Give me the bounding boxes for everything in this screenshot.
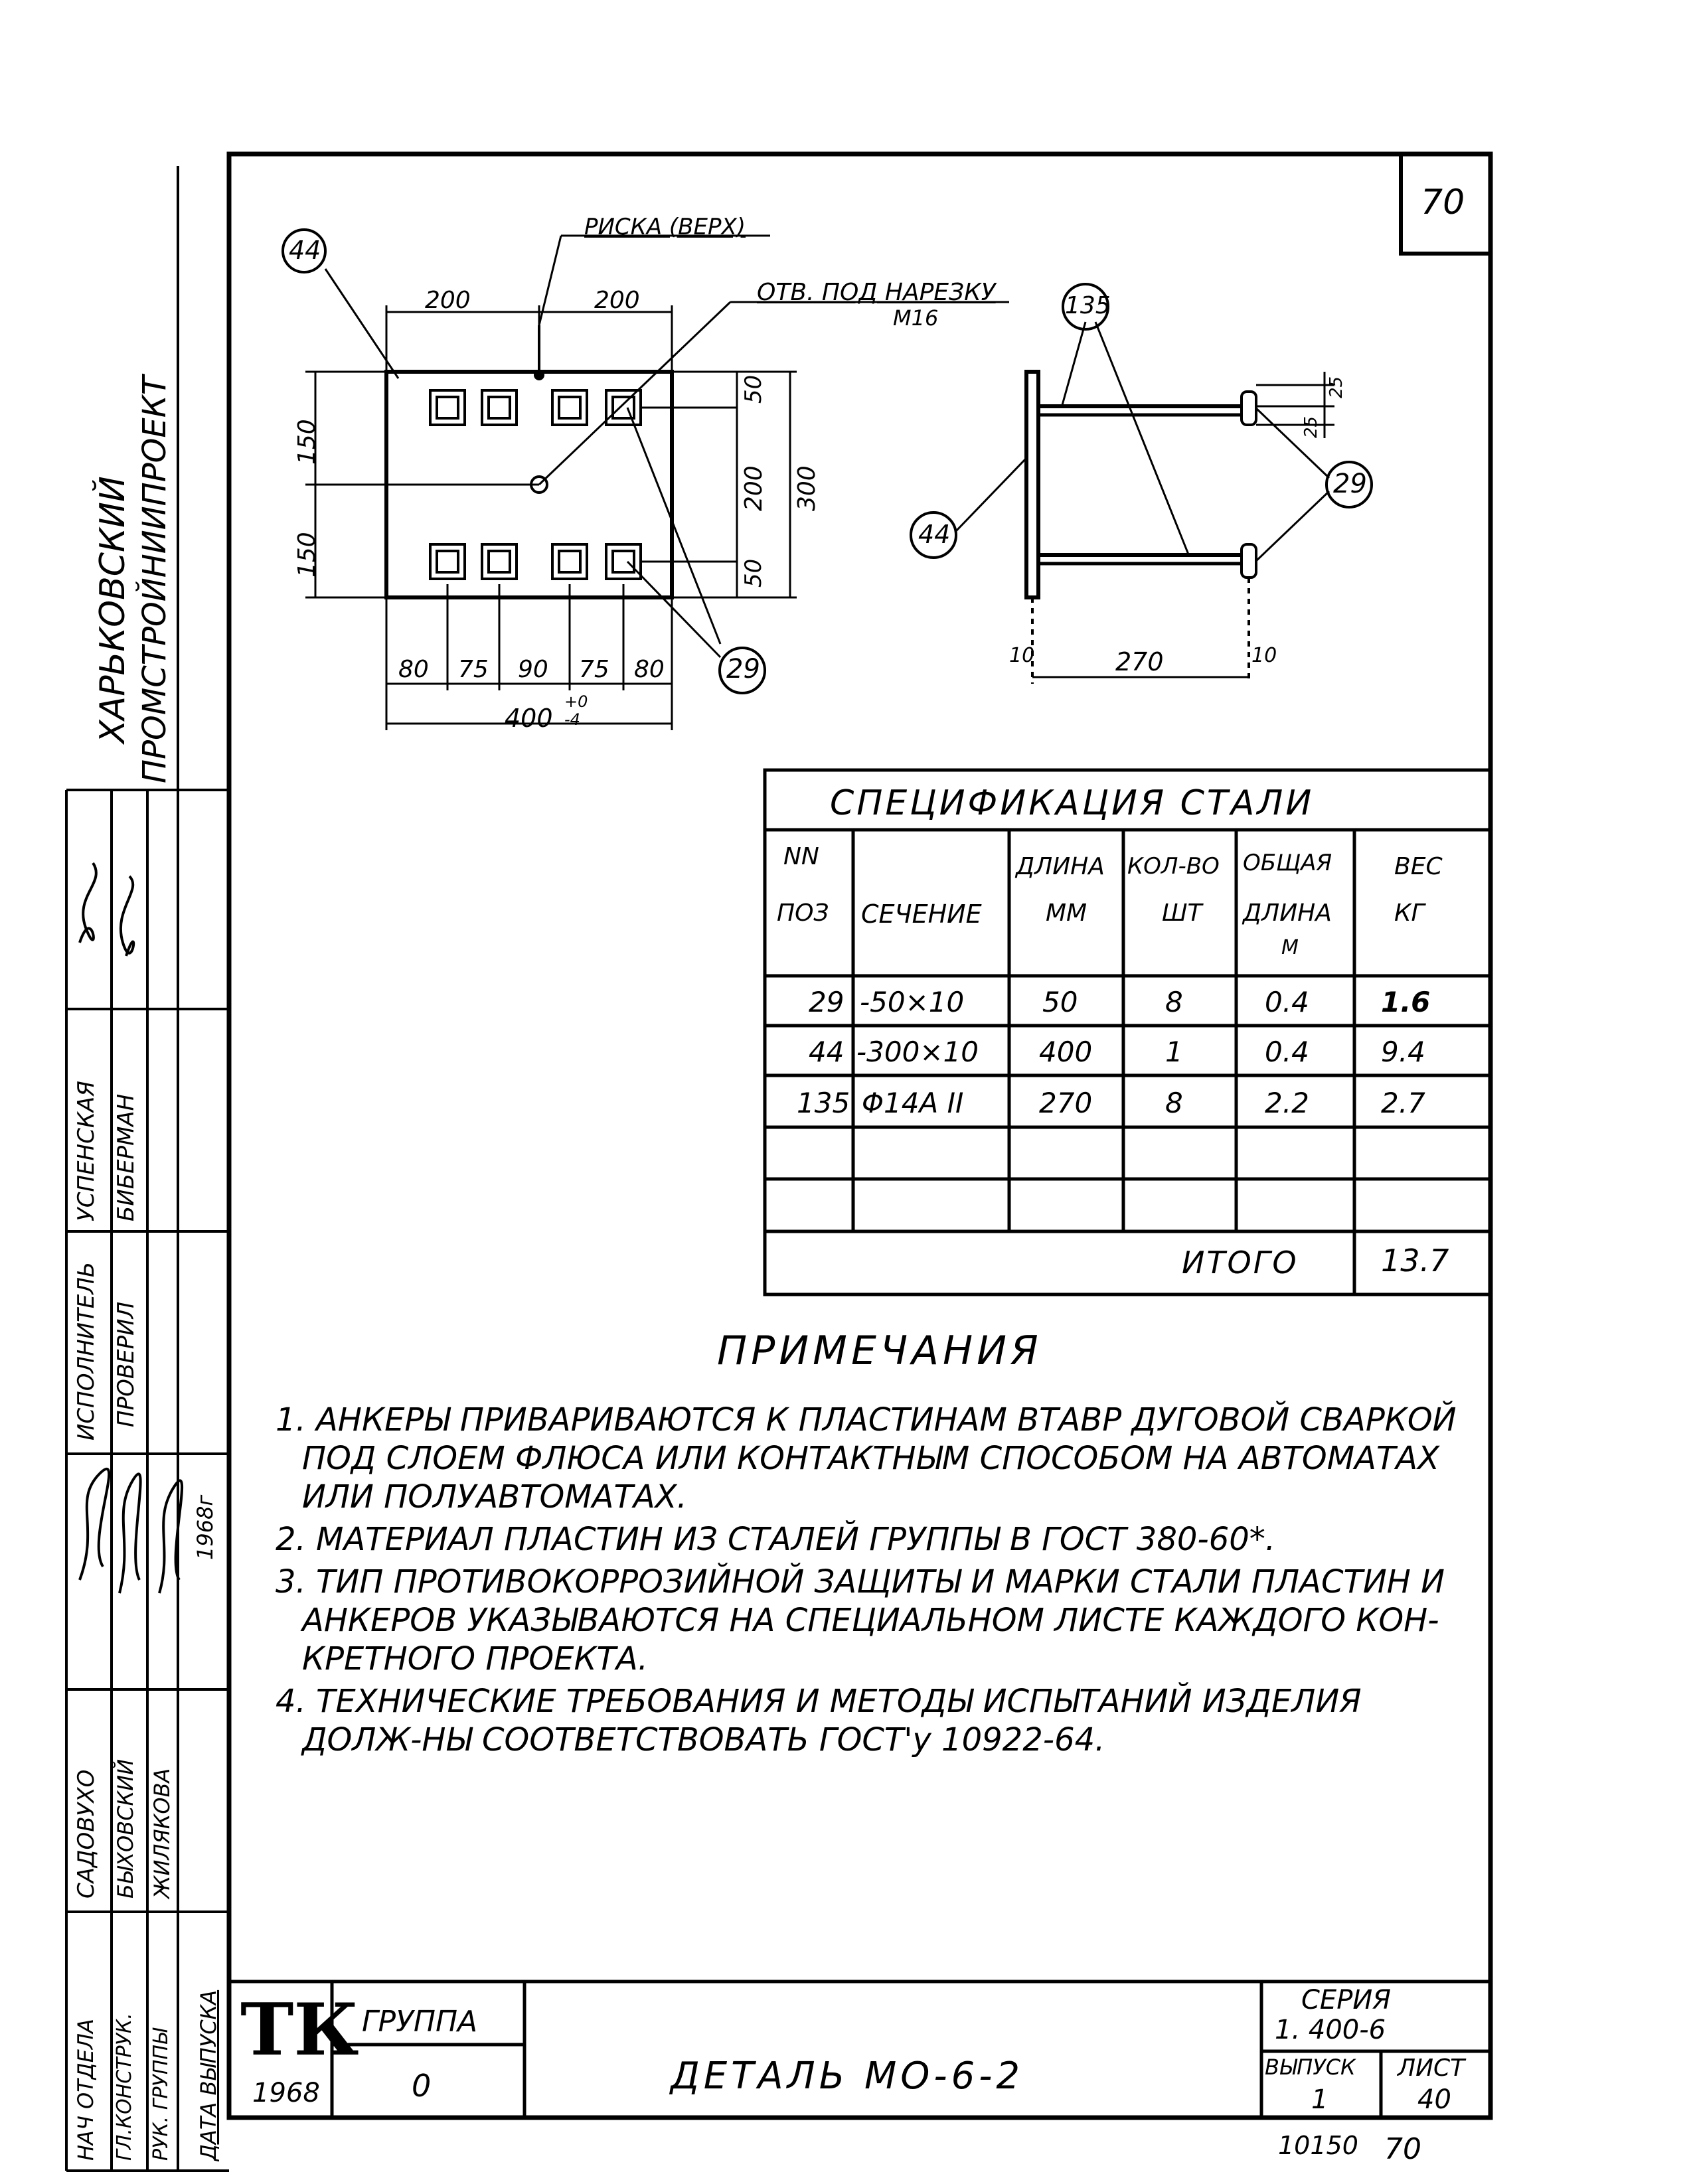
- role-label: РУК. ГРУППЫ: [149, 2028, 173, 2161]
- callout-135-label: 135: [1065, 292, 1111, 319]
- row1-section: -50×10: [860, 986, 965, 1018]
- dim-right-b: 200: [740, 465, 767, 511]
- spec-title: СПЕЦИФИКАЦИЯ СТАЛИ: [830, 783, 1315, 823]
- dim-right-c: 50: [740, 558, 767, 587]
- person-name: ЖИЛЯКОВА: [149, 1768, 175, 1899]
- issue-value: 1: [1311, 2084, 1328, 2115]
- sheet-label: ЛИСТ: [1398, 2055, 1465, 2082]
- signatures: [80, 863, 182, 1593]
- person-name: УСПЕНСКАЯ: [73, 1081, 100, 1221]
- dim-bottom-3: 90: [518, 656, 548, 683]
- side-view: [911, 284, 1372, 684]
- hdr-pos-1: NN: [783, 843, 819, 870]
- stud-row-bottom: [430, 544, 641, 579]
- callout-44-side-label: 44: [918, 520, 951, 549]
- person-name: САДОВУХО: [73, 1769, 100, 1899]
- hdr-length-2: ММ: [1046, 899, 1087, 927]
- row2-pos: 44: [809, 1036, 844, 1068]
- row1-length: 50: [1042, 986, 1078, 1018]
- person-name: БИБЕРМАН: [113, 1093, 139, 1221]
- role-label: ГЛ.КОНСТРУК.: [113, 2013, 136, 2161]
- hole-thread-label: M16: [893, 305, 939, 331]
- total-label: ИТОГО: [1182, 1245, 1299, 1281]
- dim-top-left: 200: [425, 287, 471, 314]
- date-label: ДАТА ВЫПУСКА: [196, 1989, 221, 2161]
- row3-weight: 2.7: [1381, 1087, 1425, 1119]
- dim-right-a: 50: [740, 374, 767, 404]
- dim-tol-lower: -4: [564, 710, 580, 729]
- role-label: ИСПОЛНИТЕЛЬ: [73, 1261, 100, 1441]
- footer-page: 70: [1384, 2132, 1421, 2166]
- person-name: БЫХОВСКИЙ: [113, 1758, 138, 1899]
- sheet-frame: [178, 154, 1490, 2171]
- hdr-section: СЕЧЕНИЕ: [861, 899, 982, 929]
- row2-length: 400: [1039, 1036, 1093, 1068]
- detail-name: ДЕТАЛЬ МО-6-2: [671, 2055, 1024, 2098]
- issue-label: ВЫПУСК: [1265, 2055, 1356, 2080]
- dim-bottom-2: 75: [458, 656, 489, 683]
- issue-year: 1968г: [193, 1494, 218, 1560]
- tk-logo: ТК: [240, 1988, 359, 2072]
- note-item: 3. ТИП ПРОТИВОКОРРОЗИЙНОЙ ЗАЩИТЫ И МАРКИ СТАЛИ ПЛАСТИН И АНКЕРОВ УКАЗЫВАЮТСЯ НА СПЕЦИАЛЬНОМ ЛИСТЕ КАЖДОГО КОН-КРЕТНОГО ПРОЕКТА.: [276, 1563, 1445, 1677]
- callout-44-plan-label: 44: [289, 236, 321, 265]
- org-name-1: ХАРЬКОВСКИЙ: [93, 476, 133, 743]
- spec-grid: [765, 770, 1490, 1294]
- dim-left-bottom: 150: [293, 532, 321, 578]
- hdr-weight-1: ВЕС: [1394, 853, 1443, 880]
- dim-tol-upper: +0: [564, 692, 588, 711]
- row1-qty: 8: [1165, 986, 1183, 1018]
- hdr-total-2: ДЛИНА: [1243, 899, 1332, 927]
- role-label: ПРОВЕРИЛ: [113, 1301, 139, 1427]
- group-label: ГРУППА: [362, 2005, 478, 2039]
- mark-label: РИСКА (ВЕРХ): [584, 214, 746, 240]
- dim-left-top: 150: [293, 419, 321, 465]
- row2-weight: 9.4: [1381, 1036, 1425, 1068]
- side-dim-small-a: 25: [1327, 376, 1346, 398]
- row3-qty: 8: [1165, 1087, 1183, 1119]
- side-dim-right: 10: [1251, 644, 1277, 667]
- hdr-qty-1: КОЛ-ВО: [1127, 853, 1220, 880]
- dim-bottom-5: 80: [634, 656, 665, 683]
- row1-weight: 1.6: [1381, 986, 1431, 1018]
- side-dim-left: 10: [1009, 644, 1035, 667]
- row3-length: 270: [1039, 1087, 1093, 1119]
- logo-year: 1968: [252, 2078, 320, 2108]
- total-value: 13.7: [1381, 1243, 1449, 1279]
- row1-pos: 29: [809, 986, 844, 1018]
- row2-qty: 1: [1165, 1036, 1183, 1068]
- row1-total: 0.4: [1265, 986, 1309, 1018]
- dim-overall: 400: [505, 704, 553, 733]
- note-item: 4. ТЕХНИЧЕСКИЕ ТРЕБОВАНИЯ И МЕТОДЫ ИСПЫТАНИЙ ИЗДЕЛИЯ ДОЛЖ-НЫ СООТВЕТСТВОВАТЬ ГОСТ'у 10922-64.: [276, 1683, 1362, 1758]
- hdr-total-1: ОБЩАЯ: [1243, 850, 1332, 876]
- hdr-qty-2: ШТ: [1162, 899, 1202, 927]
- hdr-length-1: ДЛИНА: [1016, 853, 1105, 880]
- dim-right-total: 300: [793, 465, 821, 511]
- side-stamp-grid: [66, 790, 229, 2171]
- dim-bottom-1: 80: [398, 656, 429, 683]
- dim-bottom-4: 75: [579, 656, 609, 683]
- group-value: 0: [412, 2068, 432, 2104]
- side-dim-middle: 270: [1115, 647, 1164, 676]
- side-dim-small-b: 25: [1301, 416, 1321, 438]
- series-label: СЕРИЯ: [1301, 1985, 1392, 2015]
- callout-29-plan-label: 29: [726, 654, 760, 684]
- org-name-2: ПРОМСТРОЙНИИПРОЕКТ: [136, 375, 173, 783]
- row3-section: Φ14A II: [862, 1087, 964, 1119]
- row3-pos: 135: [797, 1087, 850, 1119]
- row3-total: 2.2: [1265, 1087, 1309, 1119]
- hole-label: ОТВ. ПОД НАРЕЗКУ: [757, 279, 996, 306]
- dim-top-right: 200: [594, 287, 640, 314]
- corner-number: 70: [1421, 183, 1465, 222]
- row2-section: -300×10: [856, 1036, 979, 1068]
- sheet-value: 40: [1417, 2084, 1451, 2115]
- note-item: 2. МАТЕРИАЛ ПЛАСТИН ИЗ СТАЛЕЙ ГРУППЫ В ГОСТ 380-60*.: [276, 1521, 1276, 1558]
- stud-row-top: [430, 390, 641, 425]
- role-label: НАЧ ОТДЕЛА: [73, 2019, 98, 2161]
- row2-total: 0.4: [1265, 1036, 1309, 1068]
- hdr-total-3: М: [1281, 936, 1299, 959]
- series-value: 1. 400-6: [1275, 2015, 1386, 2045]
- note-item: 1. АНКЕРЫ ПРИВАРИВАЮТСЯ К ПЛАСТИНАМ ВТАВР ДУГОВОЙ СВАРКОЙ ПОД СЛОЕМ ФЛЮСА ИЛИ КОНТАКТНЫМ СПОСОБОМ НА АВТОМАТАХ ИЛИ ПОЛУАВТОМАТАХ.: [276, 1401, 1457, 1516]
- notes-title: ПРИМЕЧАНИЯ: [717, 1328, 1042, 1374]
- notes-list: [276, 1401, 1471, 1759]
- footer-code: 10150: [1278, 2131, 1358, 2160]
- callout-29-side-label: 29: [1333, 469, 1367, 499]
- hdr-pos-2: ПОЗ: [777, 899, 829, 927]
- hdr-weight-2: КГ: [1394, 899, 1425, 927]
